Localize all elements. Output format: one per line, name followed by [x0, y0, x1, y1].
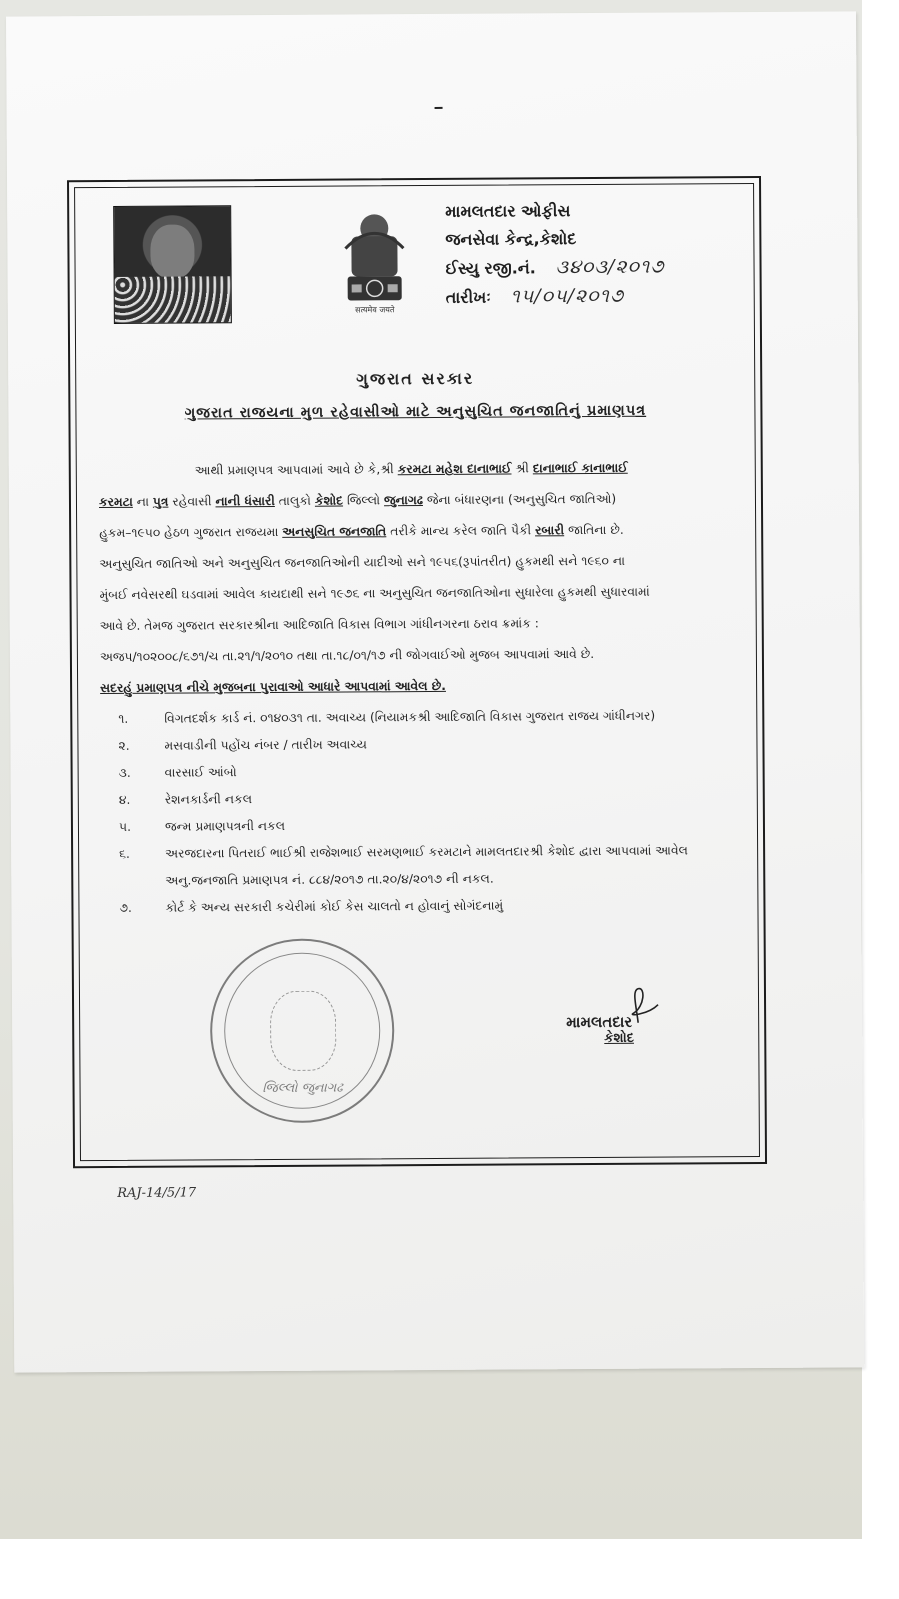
list-item [100, 702, 746, 733]
body-line-7: અજપ/૧૦૨૦૦૮/૬૭૧/ચ તા.૨૧/૧/૨૦૧૦ તથા તા.૧૮/૦૧/૧૭ ની જોગવાઈઓ મુજબ આપવામાં આવે છે. [99, 647, 595, 665]
list-item-number: ૭. [119, 900, 132, 915]
ashoka-emblem-icon [333, 208, 416, 318]
certificate-paper [6, 11, 864, 1372]
list-item-number: ૩. [118, 765, 131, 780]
seal-text: જિલ્લો જુનાગઢ [262, 1080, 343, 1097]
list-item-number: ૫. [118, 819, 132, 834]
certificate-title: ગુજરાત રાજયના મુળ રહેવાસીઓ માટે અનુસુચિત જનજાતિનું પ્રમાણપત્ર [184, 402, 647, 422]
applicant-photo [113, 205, 232, 324]
certificate-body [99, 452, 747, 704]
list-item-number: ૧. [118, 711, 129, 726]
list-item [100, 729, 746, 760]
list-item-text: વારસાઈ આંબો [164, 765, 237, 780]
date-row [446, 281, 746, 312]
list-item [101, 756, 747, 787]
date-value: ૧૫/૦૫/૨૦૧૭ [510, 284, 625, 308]
list-item [101, 783, 747, 814]
district: જુનાગઢ [383, 493, 423, 508]
body-line-1 [99, 452, 745, 487]
body-text-fragment: જાતિના છે. [564, 522, 624, 538]
list-item-text: કોર્ટ કે અન્ય સરકારી કચેરીમાં કોઈ કેસ ચાલતો ન હોવાનું સોગંદનામું [165, 898, 504, 915]
signatory-place: કેશોદ [604, 1030, 635, 1046]
list-item-text: જન્મ પ્રમાણપત્રની નકલ [164, 818, 286, 834]
taluka: કેશોદ [314, 493, 344, 508]
office-name: મામલતદાર ઓફીસ [445, 201, 571, 221]
body-text-fragment: તાલુકો [274, 493, 315, 508]
issue-reg-label: ઈસ્યુ રજી.નં. [445, 258, 536, 278]
emblem-motto: सत्यमेव जयते [355, 305, 395, 315]
list-item-text: રેશનકાર્ડની નકલ [164, 792, 253, 807]
list-item-number: ૪. [118, 792, 131, 807]
evidence-heading: સદરહું પ્રમાણપત્ર નીચે મુજબના પુરાવાઓ આધારે આપવામાં આવેલ છે. [100, 678, 446, 696]
issue-reg-value: ૩૪૦૩/૨૦૧૭ [555, 255, 665, 279]
signature-scribble-icon [608, 985, 668, 1025]
list-item-continuation: અનુ.જનજાતિ પ્રમાણપત્ર નં. ૮૮૪/૨૦૧૭ તા.૨૦/૪/૨૦૧૭ ની નકલ. [165, 871, 494, 888]
father-name: દાનાભાઈ કાનાભાઈ [532, 460, 628, 476]
certificate-inner-border [74, 183, 760, 1161]
body-line-2 [99, 483, 745, 518]
office-seal [210, 938, 395, 1123]
evidence-list [100, 702, 747, 922]
list-item [101, 891, 747, 922]
list-item-number: ૨. [118, 738, 130, 753]
signatory-title: મામલતદાર [566, 1012, 633, 1032]
body-text-fragment: જેના બંધારણના (અનુસુચિત જાતિઓ) [422, 491, 617, 508]
village: નાની ધંસારી [215, 493, 275, 509]
list-item-text: અરજદારના પિતરાઈ ભાઈશ્રી રાજેશભાઈ સરમણભાઈ કરમટાને મામલતદારશ્રી કેશોદ દ્વારા આપવામાં આવેલ [165, 843, 688, 861]
body-text-fragment: તરીકે માન્ય કરેલ જાતિ પૈકી [386, 523, 536, 539]
caste: રબારી [535, 523, 565, 538]
body-text-fragment: હુકમ–૧૯૫૦ હેઠળ ગુજરાત રાજયમા [99, 524, 283, 541]
list-item [101, 810, 747, 841]
father-surname: કરમટા [98, 494, 133, 510]
category: અનસુચિત જનજાતિ [282, 524, 387, 539]
body-text-fragment: રહેવાસી [168, 494, 216, 509]
office-center: જનસેવા કેન્દ્ર,કેશોદ [445, 229, 577, 249]
list-item-text: મસવાડીની પહોંચ નંબર / તારીખ અવાચ્ય [164, 737, 367, 753]
seal-emblem [270, 991, 336, 1071]
body-text-fragment: ના [132, 494, 153, 509]
photo-face [150, 224, 194, 278]
body-text-fragment: આથી પ્રમાણપત્ર આપવામાં આવે છે કે,શ્રી [194, 462, 398, 478]
relation: પુત્ર [152, 494, 169, 509]
footer-reference: RAJ-14/5/17 [117, 1185, 197, 1201]
applicant-name: કરમટા મહેશ દાનાભાઈ [397, 461, 512, 477]
body-line-3 [99, 514, 745, 549]
list-item [101, 837, 747, 895]
body-text-fragment: શ્રી [511, 461, 533, 476]
list-item-text: વિગતદર્શક કાર્ડ નં. ૦૧૪૦૩૧ તા. અવાચ્ય (નિયામકશ્રી આદિજાતિ વિકાસ ગુજરાત રાજય ગાંધીનગર) [164, 708, 656, 726]
certificate-border [67, 176, 767, 1168]
date-label: તારીખઃ [445, 287, 491, 307]
pen-mark [435, 107, 443, 109]
signature-block [560, 1012, 720, 1046]
body-line-5: મુંબઈ નવેસરથી ઘડવામાં આવેલ કાયદાથી સને ૧૯૭૬ ના અનુસુચિત જનજાતિઓના સુધારેલા હુકમથી સુધારવામાં [99, 584, 650, 603]
photo-shirt [115, 276, 231, 323]
government-heading: ગુજરાત સરકાર [356, 368, 475, 389]
body-line-6: આવે છે. તેમજ ગુજરાત સરકારશ્રીના આદિજાતિ વિકાસ વિભાગ ગાંધીનગરના ઠરાવ ક્રમાંક : [99, 616, 539, 634]
issue-reg-row [445, 252, 745, 283]
body-text-fragment: જિલ્લો [342, 493, 385, 508]
office-header [445, 196, 746, 312]
list-item-number: ૬. [119, 846, 130, 861]
body-line-4: અનુસુચિત જાતિઓ અને અનુસુચિત જનજાતિઓની યાદીઓ સને ૧૯૫૬(રૂપાંતરીત) હુકમથી સને ૧૯૬૦ ના [99, 553, 626, 572]
